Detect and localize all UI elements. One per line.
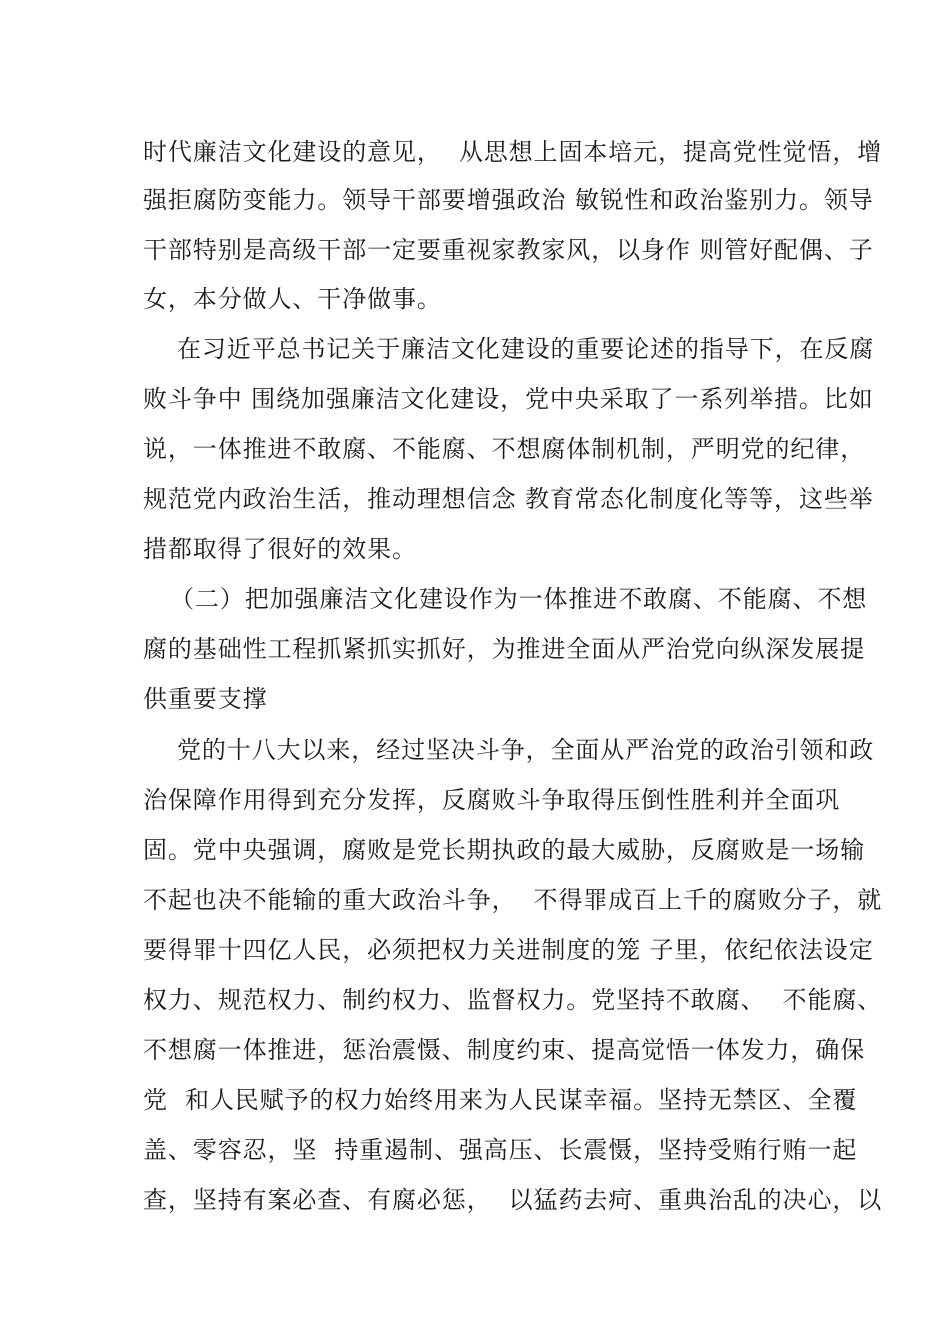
text-line: 治保障作用得到充分发挥，反腐败斗争取得压倒性胜利并全面巩 xyxy=(143,786,841,814)
section-heading-line: 腐的基础性工程抓紧抓实抓好，为推进全面从严治党向纵深发展提 xyxy=(143,635,866,663)
text-line: 败斗争中 围绕加强廉洁文化建设，党中央采取了一系列举措。比如 xyxy=(143,385,874,413)
section-heading-line: （二）把加强廉洁文化建设作为一体推进不敢腐、不能腐、不想 xyxy=(170,585,868,613)
text-line: 在习近平总书记关于廉洁文化建设的重要论述的指导下，在反腐 xyxy=(177,335,875,363)
text-line: 时代廉洁文化建设的意见， 从思想上固本培元，提高党性觉悟，增 xyxy=(143,138,883,166)
text-line: 党 和人民赋予的权力始终用来为人民谋幸福。坚持无禁区、全覆 xyxy=(143,1086,858,1114)
text-line: 不起也决不能输的重大政治斗争， 不得罪成百上千的腐败分子，就 xyxy=(143,886,883,914)
text-line: 盖、零容忍，坚 持重遏制、强高压、长震慑，坚持受贿行贿一起 xyxy=(143,1136,858,1164)
text-line: 不想腐一体推进，惩治震慑、制度约束、提高觉悟一体发力，确保 xyxy=(143,1036,866,1064)
text-line: 干部特别是高级干部一定要重视家教家风，以身作 则管好配偶、子 xyxy=(143,236,874,264)
text-line: 措都取得了很好的效果。 xyxy=(143,535,417,563)
text-line: 说，一体推进不敢腐、不能腐、不想腐体制机制，严明党的纪律， xyxy=(143,435,866,463)
text-line: 党的十八大以来，经过坚决斗争，全面从严治党的政治引领和政 xyxy=(177,736,875,764)
text-line: 规范党内政治生活，推动理想信念 教育常态化制度化等等，这些举 xyxy=(143,485,874,513)
text-line: 权力、规范权力、制约权力、监督权力。党坚持不敢腐、 不能腐、 xyxy=(143,986,883,1014)
section-heading-line: 供重要支撑 xyxy=(143,685,268,713)
text-line: 固。党中央强调，腐败是党长期执政的最大威胁，反腐败是一场输 xyxy=(143,836,866,864)
text-line: 强拒腐防变能力。领导干部要增强政治 敏锐性和政治鉴别力。领导 xyxy=(143,186,874,214)
text-line: 要得罪十四亿人民，必须把权力关进制度的笼 子里，依纪依法设定 xyxy=(143,936,874,964)
text-line: 女，本分做人、干净做事。 xyxy=(143,285,442,313)
text-line: 查，坚持有案必查、有腐必惩， 以猛药去疴、重典治乱的决心，以 xyxy=(143,1186,883,1214)
